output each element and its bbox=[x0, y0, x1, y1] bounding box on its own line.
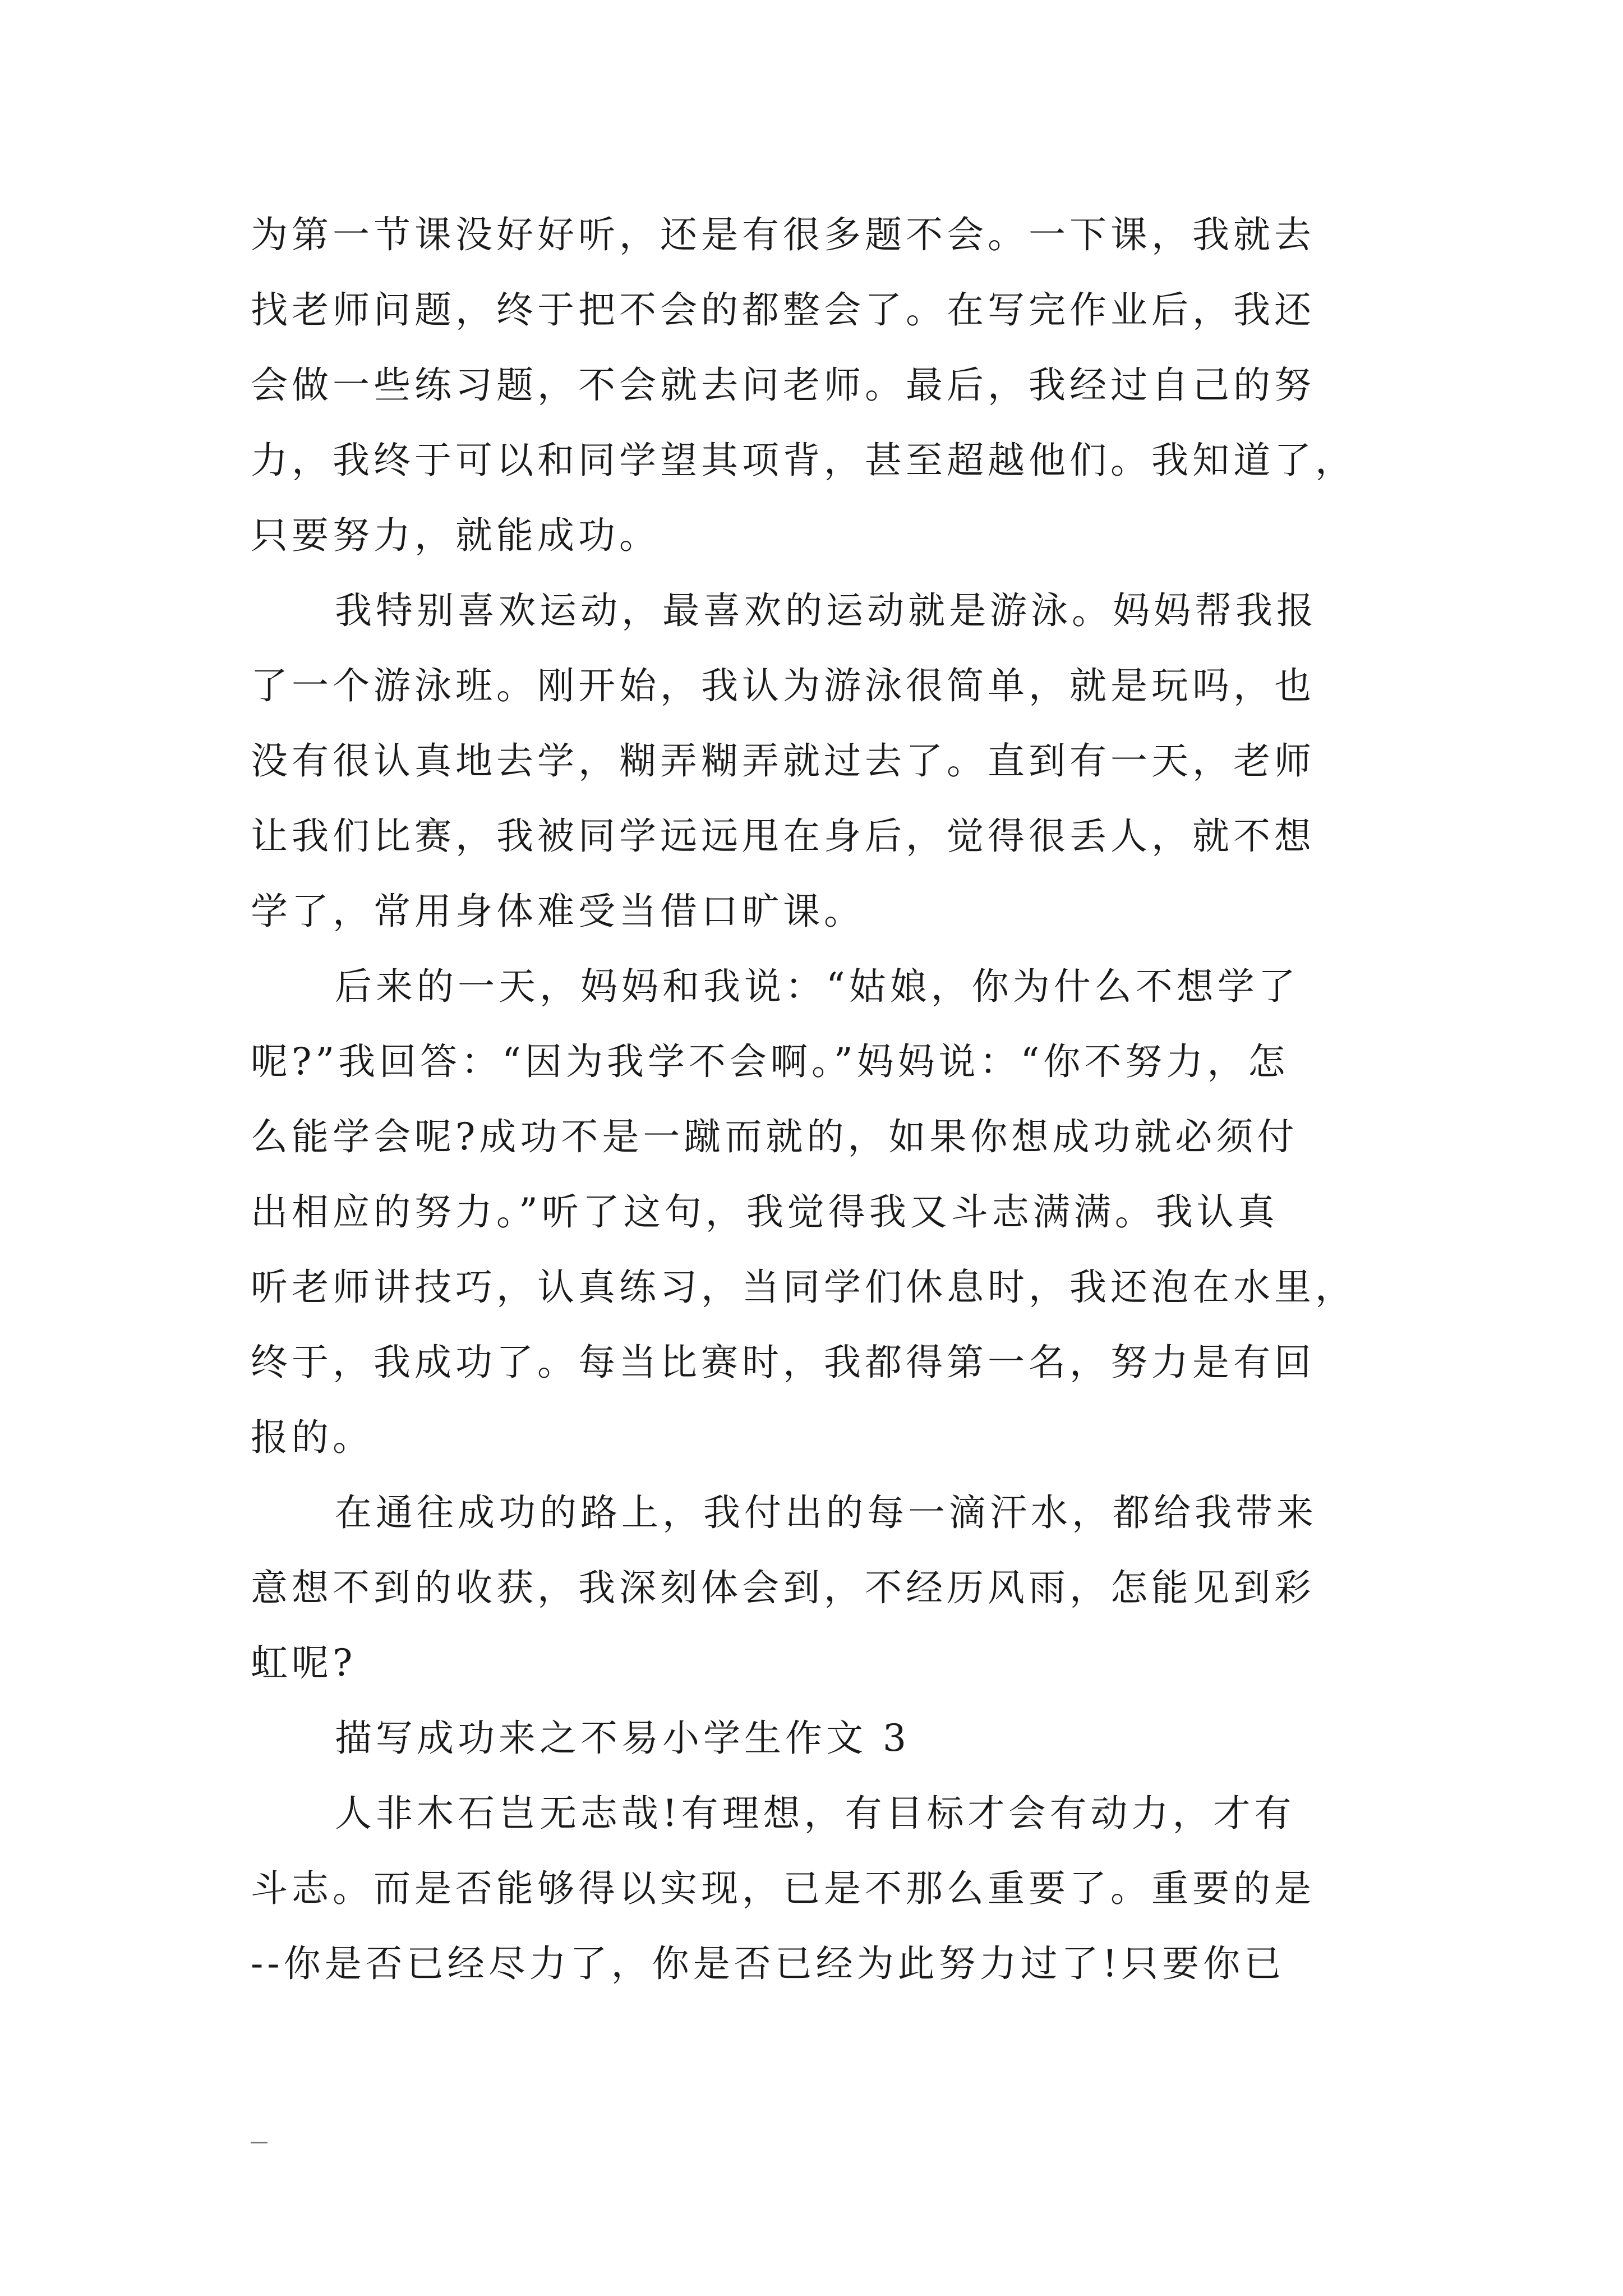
section-heading: 描写成功来之不易小学生作文 3 bbox=[335, 1717, 910, 1760]
text-line: 听老师讲技巧，认真练习，当同学们休息时，我还泡在水里， bbox=[251, 1266, 1356, 1309]
text-cursor-mark bbox=[251, 2142, 268, 2143]
text-line: 报的。 bbox=[251, 1416, 374, 1459]
text-line: 会做一些练习题，不会就去问老师。最后，我经过自己的努 bbox=[251, 364, 1315, 407]
text-line: 了一个游泳班。刚开始，我认为游泳很简单，就是玩吗，也 bbox=[251, 664, 1315, 707]
text-line: --你是否已经尽力了，你是否已经为此努力过了!只要你已 bbox=[251, 1942, 1285, 1985]
paragraph-start: 在通往成功的路上，我付出的每一滴汗水，都给我带来 bbox=[335, 1491, 1317, 1534]
text-line: 意想不到的收获，我深刻体会到，不经历风雨，怎能见到彩 bbox=[251, 1566, 1315, 1609]
text-line: 只要努力，就能成功。 bbox=[251, 514, 660, 557]
body-text bbox=[251, 197, 1389, 2001]
text-line: 呢?”我回答：“因为我学不会啊。”妈妈说：“你不努力，怎 bbox=[251, 1040, 1289, 1083]
text-line: 为第一节课没好好听，还是有很多题不会。一下课，我就去 bbox=[251, 213, 1315, 256]
text-line: 么能学会呢?成功不是一蹴而就的，如果你想成功就必须付 bbox=[251, 1115, 1298, 1158]
text-line: 让我们比赛，我被同学远远甩在身后，觉得很丢人，就不想 bbox=[251, 815, 1315, 858]
text-line: 终于，我成功了。每当比赛时，我都得第一名，努力是有回 bbox=[251, 1341, 1315, 1384]
paragraph-start: 我特别喜欢运动，最喜欢的运动就是游泳。妈妈帮我报 bbox=[335, 589, 1317, 632]
text-line: 虹呢? bbox=[251, 1641, 357, 1685]
text-line: 没有很认真地去学，糊弄糊弄就过去了。直到有一天，老师 bbox=[251, 739, 1315, 783]
text-line: 斗志。而是否能够得以实现，已是不那么重要了。重要的是 bbox=[251, 1867, 1315, 1910]
text-line: 找老师问题，终于把不会的都整会了。在写完作业后，我还 bbox=[251, 288, 1315, 332]
text-line: 出相应的努力。”听了这句，我觉得我又斗志满满。我认真 bbox=[251, 1190, 1279, 1234]
text-line: 学了，常用身体难受当借口旷课。 bbox=[251, 890, 865, 933]
paragraph-start: 人非木石岂无志哉!有理想，有目标才会有动力，才有 bbox=[335, 1792, 1295, 1835]
paragraph-start: 后来的一天，妈妈和我说：“姑娘，你为什么不想学了 bbox=[335, 965, 1299, 1008]
text-line: 力，我终于可以和同学望其项背，甚至超越他们。我知道了， bbox=[251, 439, 1356, 482]
